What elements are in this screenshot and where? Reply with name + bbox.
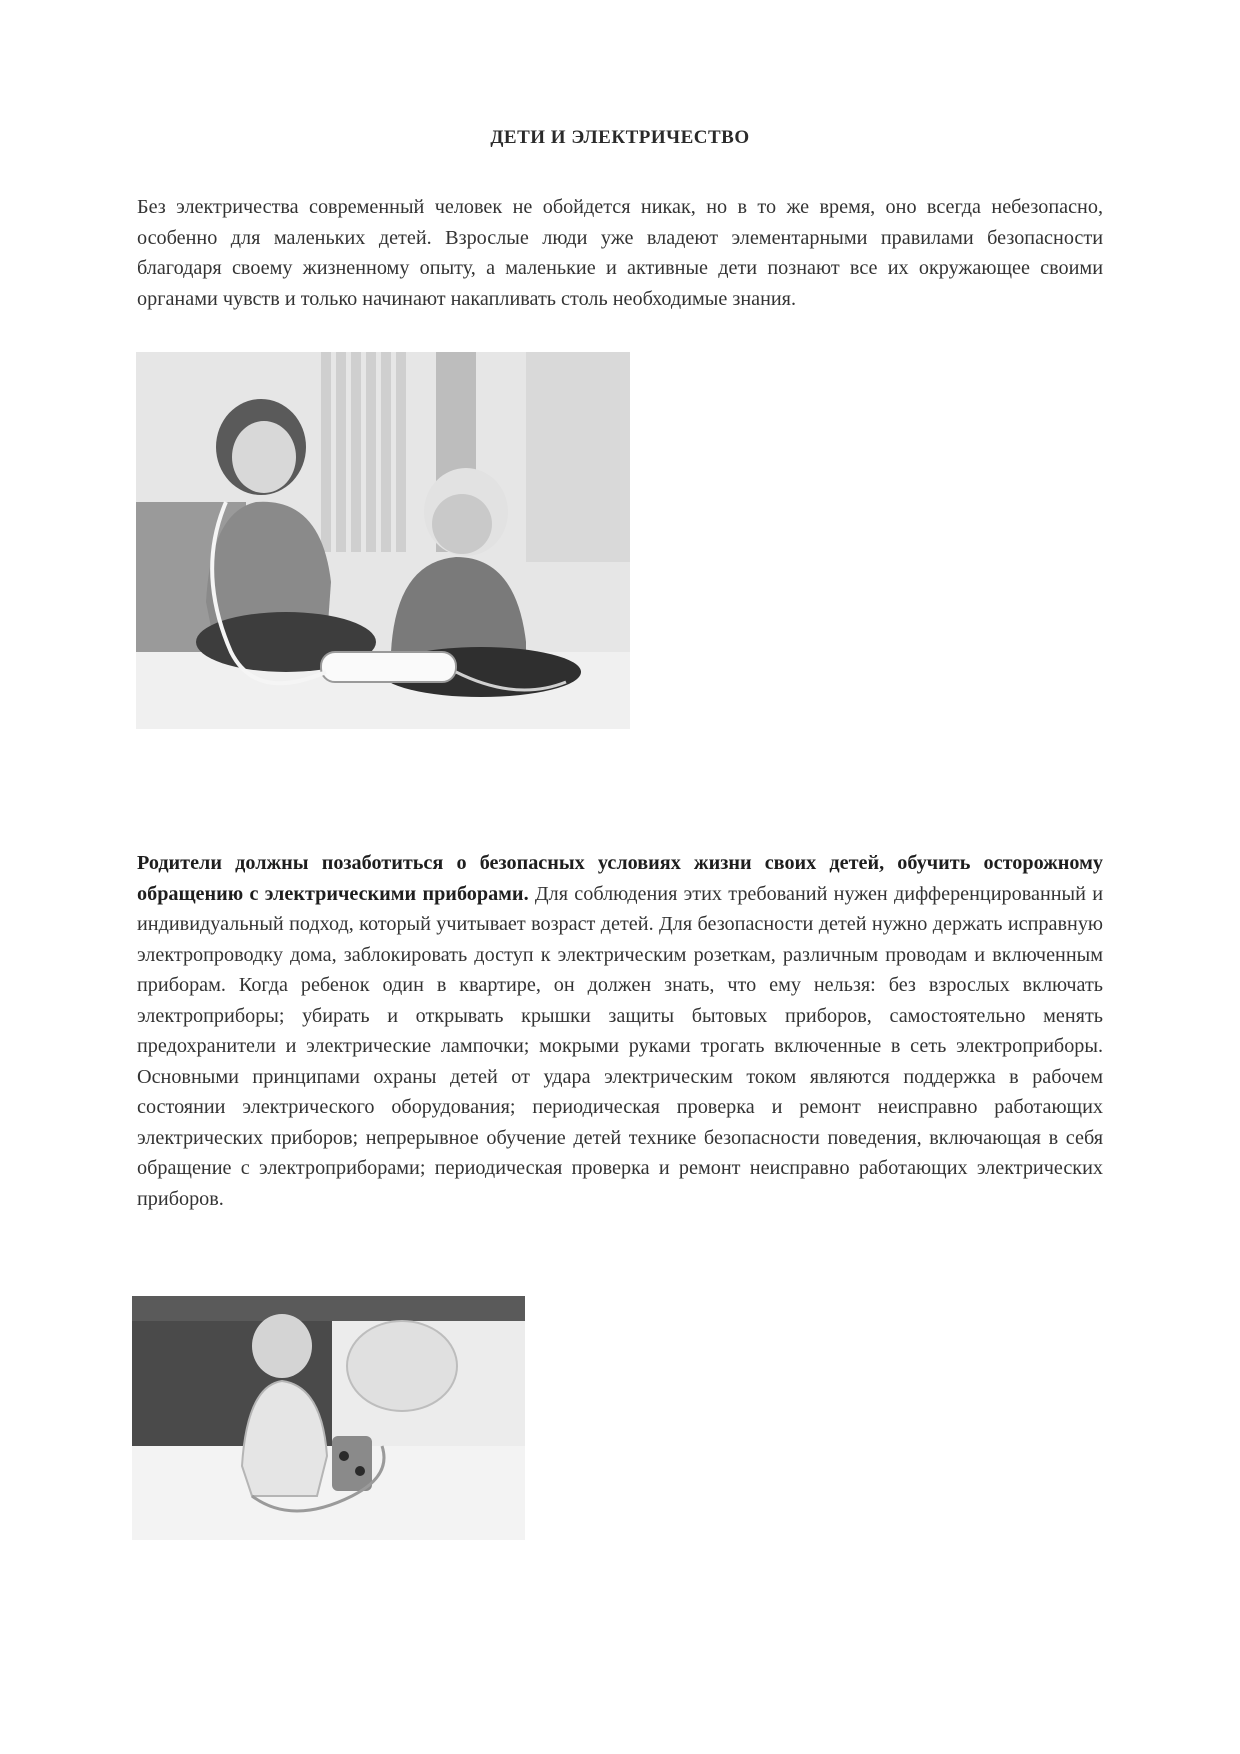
- body-paragraph: [137, 848, 1103, 1214]
- intro-paragraph: Без электричества современный человек не обойдется никак, но в то же время, оно всегда небезопасно, особенно для маленьких детей. Взрослые люди уже владеют элементарными правилами безопасности благодаря своему жизненному опыту, а маленькие и активные дети познают все их окружающее своими органами чувств и только начинают накапливать столь необходимые знания.: [137, 196, 1103, 310]
- body-text: Для соблюдения этих требований нужен дифференцированный и индивидуальный подход, который учитывает возраст детей. Для безопасности детей нужно держать исправную электропроводку дома, заблокировать доступ к электрическим розеткам, различным проводам и включенным приборам. Когда ребенок один в квартире, он должен знать, что ему нельзя: без взрослых включать электроприборы; убирать и открывать крышки защиты бытовых приборов, самостоятельно менять предохранители и электрические лампочки; мокрыми руками трогать включенные в сеть электроприборы. Основными принципами охраны детей от удара электрическим током являются поддержка в рабочем состоянии электрического оборудования; периодическая проверка и ремонт неисправно работающих электрических приборов; непрерывное обучение детей технике безопасности поведения, включающая в себя обращение с электроприборами; периодическая проверка и ремонт неисправно работающих электрических приборов.: [137, 882, 1103, 1210]
- baby-extension-cord-photo: [132, 1296, 525, 1540]
- page-title: ДЕТИ И ЭЛЕКТРИЧЕСТВО: [490, 127, 750, 148]
- children-outlet-photo: [136, 352, 630, 729]
- body-bold-lead: Родители должны позаботиться о безопасных условиях жизни своих детей, обучить осторожному обращению с электрическими приборами.: [137, 852, 1103, 905]
